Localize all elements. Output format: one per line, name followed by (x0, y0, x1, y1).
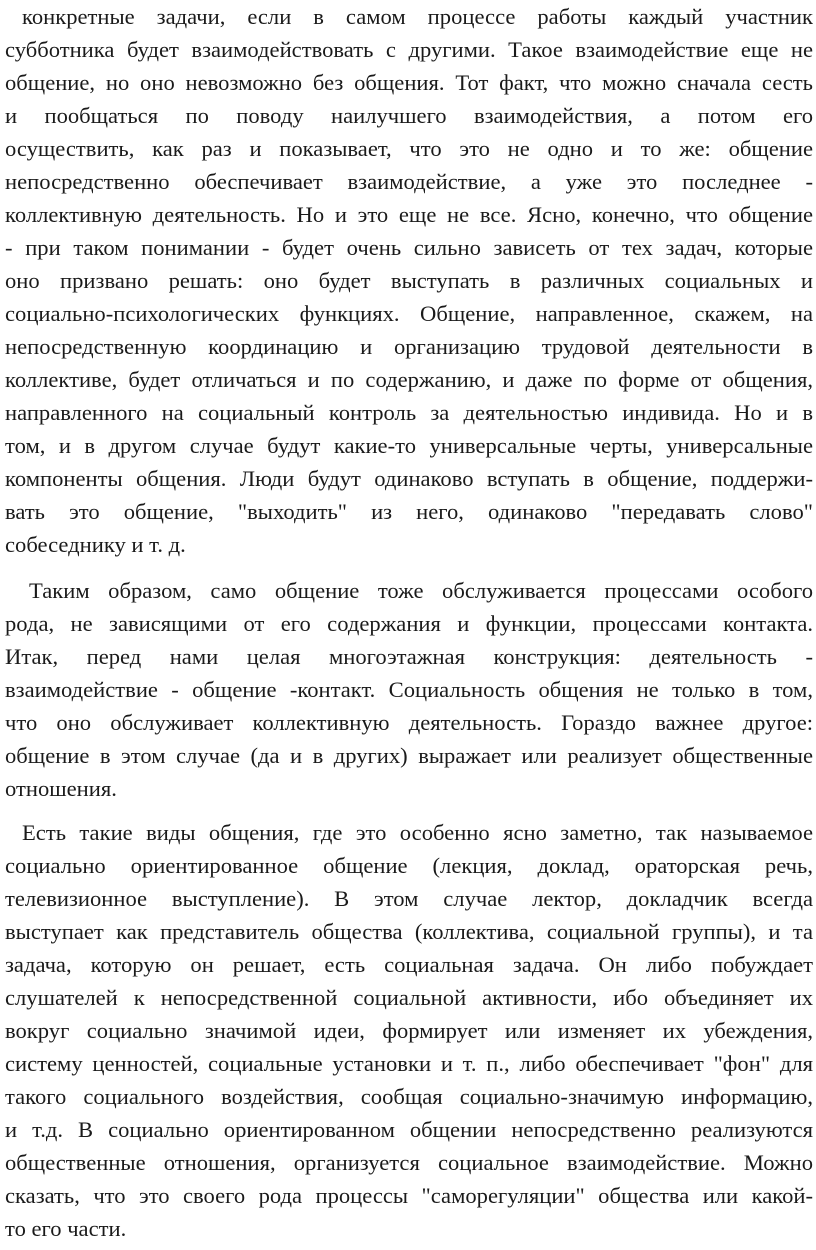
text-line: общение в этом случае (да и в других) выражает или реализует общественные (5, 743, 813, 768)
text-line: Есть такие виды общения, где это особенно ясно заметно, так называемое (22, 820, 813, 845)
text-line: собеседнику и т. д. (5, 532, 186, 557)
text-line: такого социального воздействия, сообщая социально-значимую информацию, (5, 1084, 813, 1109)
text-line: сказать, что это своего рода процессы "саморегуляции" общества или какой- (5, 1183, 813, 1208)
text-line: и т.д. В социально ориентированном общении непосредственно реализуются (5, 1117, 813, 1142)
text-line: социально-психологических функциях. Общение, направленное, скажем, на (5, 301, 813, 326)
text-line: непосредственно обеспечивает взаимодействие, а уже это последнее - (5, 169, 813, 194)
text-line: непосредственную координацию и организацию трудовой деятельности в (5, 334, 813, 359)
text-line: направленного на социальный контроль за деятельностью индивида. Но и в (5, 400, 813, 425)
text-line: отношения. (5, 776, 117, 801)
text-line: что оно обслуживает коллективную деятельность. Гораздо важнее другое: (5, 710, 813, 735)
text-line: коллективе, будет отличаться и по содержанию, и даже по форме от общения, (5, 367, 813, 392)
text-line: то его части. (5, 1216, 127, 1241)
text-line: задача, которую он решает, есть социальная задача. Он либо побуждает (5, 952, 813, 977)
text-line: коллективную деятельность. Но и это еще не все. Ясно, конечно, что общение (5, 202, 813, 227)
text-line: общественные отношения, организуется социальное взаимодействие. Можно (5, 1150, 813, 1175)
text-line: оно призвано решать: оно будет выступать в различных социальных и (5, 268, 813, 293)
text-line: - при таком понимании - будет очень сильно зависеть от тех задач, которые (5, 235, 813, 260)
text-line: социально ориентированное общение (лекция, доклад, ораторская речь, (5, 853, 813, 878)
text-line: выступает как представитель общества (коллектива, социальной группы), и та (5, 919, 813, 944)
text-line: том, и в другом случае будут какие-то универсальные черты, универсальные (5, 433, 813, 458)
text-line: Таким образом, само общение тоже обслуживается процессами особого (29, 578, 813, 603)
text-line: вать это общение, "выходить" из него, одинаково "передавать слово" (5, 499, 813, 524)
text-line: вокруг социально значимой идеи, формирует или изменяет их убеждения, (5, 1018, 813, 1043)
text-line: взаимодействие - общение -контакт. Социальность общения не только в том, (5, 677, 813, 702)
text-line: и пообщаться по поводу наилучшего взаимодействия, а потом его (5, 103, 813, 128)
text-line: рода, не зависящими от его содержания и функции, процессами контакта. (5, 611, 813, 636)
text-line: слушателей к непосредственной социальной активности, ибо объединяет их (5, 985, 813, 1010)
text-line: конкретные задачи, если в самом процессе работы каждый участник (22, 4, 813, 29)
text-line: компоненты общения. Люди будут одинаково вступать в общение, поддержи- (5, 466, 813, 491)
text-line: осуществить, как раз и показывает, что это не одно и то же: общение (5, 136, 813, 161)
text-line: систему ценностей, социальные установки и т. п., либо обеспечивает "фон" для (5, 1051, 813, 1076)
text-line: общение, но оно невозможно без общения. Тот факт, что можно сначала сесть (5, 70, 813, 95)
text-line: телевизионное выступление). В этом случае лектор, докладчик всегда (5, 886, 813, 911)
text-line: субботника будет взаимодействовать с другими. Такое взаимодействие еще не (5, 37, 813, 62)
text-line: Итак, перед нами целая многоэтажная конструкция: деятельность - (5, 644, 813, 669)
